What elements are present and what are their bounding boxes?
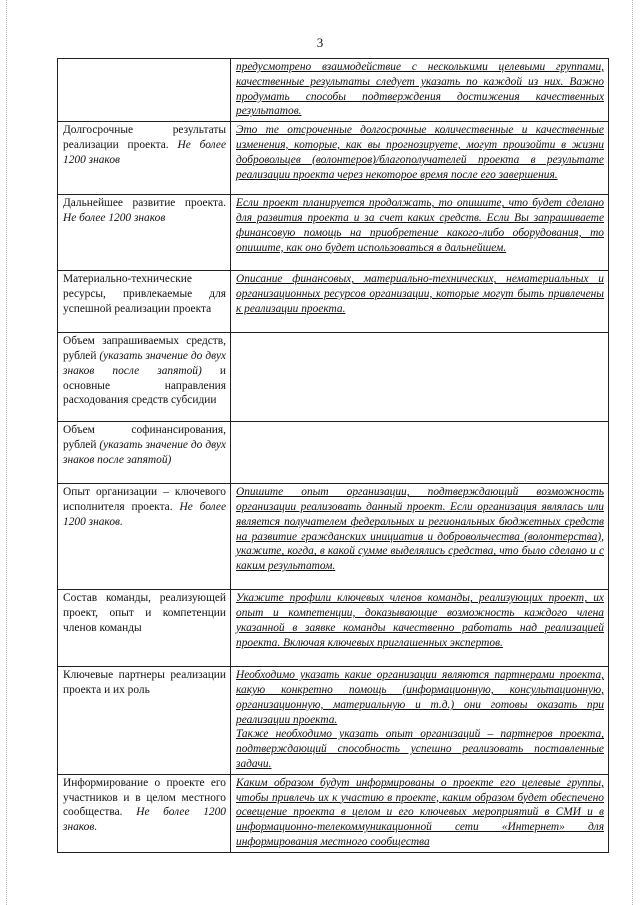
label-text: Информирование о проекте его участников и в целом местного сообщества. <box>63 776 226 819</box>
label-note: (указать значение до двух знаков после запятой) <box>63 438 226 466</box>
label-note: Не более 1200 знаков. <box>63 806 226 834</box>
row-description <box>231 667 609 775</box>
row-label: Ключевые партнеры реализации проекта и их роль <box>58 667 231 775</box>
table-row <box>58 422 609 484</box>
label-note: Не более 1200 знаков <box>63 211 166 224</box>
row-label <box>58 484 231 590</box>
row-label <box>58 195 231 271</box>
label-text: Объем запрашиваемых средств, рублей <box>63 335 226 362</box>
label-note: Не более 1200 знаков <box>63 138 226 166</box>
table-row <box>58 59 609 122</box>
row-label <box>58 774 231 852</box>
row-description: Каким образом будут информированы о проекте его целевые группы, чтобы привлечь их к участию в проекте, каким образом будет обеспечено освещение проекта в целом и его ключевых мероприятий в СМИ и в информационно-телекоммуникационной сети «Интернет» для информирования местного сообщества <box>231 774 609 852</box>
table-row <box>58 122 609 195</box>
table-row <box>58 590 609 667</box>
table-row <box>58 195 609 271</box>
label-text: Опыт организации – ключевого исполнителя проекта. <box>63 486 226 513</box>
row-description: Опишите опыт организации, подтверждающий возможность организации реализовать данный проект. Если организация являлась или является получателем федеральных и региональных бюджетных средств на развитие гражданских инициатив и добровольчества (волонтерства), укажите, когда, в какой сумме выделялись средства, что было сделано и с каким результатом. <box>231 484 609 590</box>
row-description: Это те отсроченные долгосрочные количественные и качественные изменения, которые, как вы прогнозируете, могут произойти в жизни добровольцев (волонтеров)/благополучателей проекта в результате реализации проекта через некоторое время после его завершения. <box>231 122 609 195</box>
row-label <box>58 333 231 422</box>
application-form-table <box>57 58 609 853</box>
table-row <box>58 271 609 333</box>
page-number: 3 <box>316 35 324 50</box>
label-text: Долгосрочные результаты реализации проекта. <box>63 124 226 151</box>
row-value-empty <box>231 422 609 484</box>
description-paragraph: Также необходимо указать опыт организаций – партнеров проекта, подтверждающий способность успешно реализовать поставленные задачи. <box>236 728 604 770</box>
row-value-empty <box>231 333 609 422</box>
table-row <box>58 484 609 590</box>
label-note: (указать значение до двух знаков после запятой) <box>63 349 226 377</box>
table-row <box>58 667 609 775</box>
row-description: Укажите профили ключевых членов команды, реализующих проект, их опыт и компетенции, доказывающие возможность каждого члена указанной в заявке команды качественно работать над реализацией проекта. Включая ключевых приглашенных экспертов. <box>231 590 609 667</box>
row-label <box>58 122 231 195</box>
row-label: Состав команды, реализующей проект, опыт и компетенции членов команды <box>58 590 231 667</box>
row-label: Материально-технические ресурсы, привлекаемые для успешной реализации проекта <box>58 271 231 333</box>
scan-edge-right <box>632 0 634 905</box>
label-text: Дальнейшее развитие проекта. <box>63 197 226 210</box>
table-row <box>58 333 609 422</box>
description-paragraph: Необходимо указать какие организации являются партнерами проекта, какую конкретно помощь (информационную, консультационную, организационную, материальную и т.д.) они готовы оказать при реализации проекта. <box>236 669 604 726</box>
row-description: предусмотрено взаимодействие с несколькими целевыми группами, качественные результаты следует указать по каждой из них. Важно продумать способы подтверждения достижения качественных результатов. <box>231 59 609 122</box>
label-text: и основные направления расходования средств субсидии <box>63 364 226 407</box>
row-label <box>58 422 231 484</box>
label-text: Объем софинансирования, рублей <box>63 424 226 451</box>
table-row <box>58 774 609 852</box>
label-note: Не более 1200 знаков. <box>63 500 226 528</box>
row-label <box>58 59 231 122</box>
scan-edge-left <box>6 0 8 905</box>
row-description: Описание финансовых, материально-технических, нематериальных и организационных ресурсов организации, которые могут быть привлечены к реализации проекта. <box>231 271 609 333</box>
row-description: Если проект планируется продолжать, то опишите, что будет сделано для развития проекта и за счет каких средств. Если Вы запрашиваете финансовую помощь на приобретение какого-либо оборудования, то опишите, как оно будет использоваться в дальнейшем. <box>231 195 609 271</box>
